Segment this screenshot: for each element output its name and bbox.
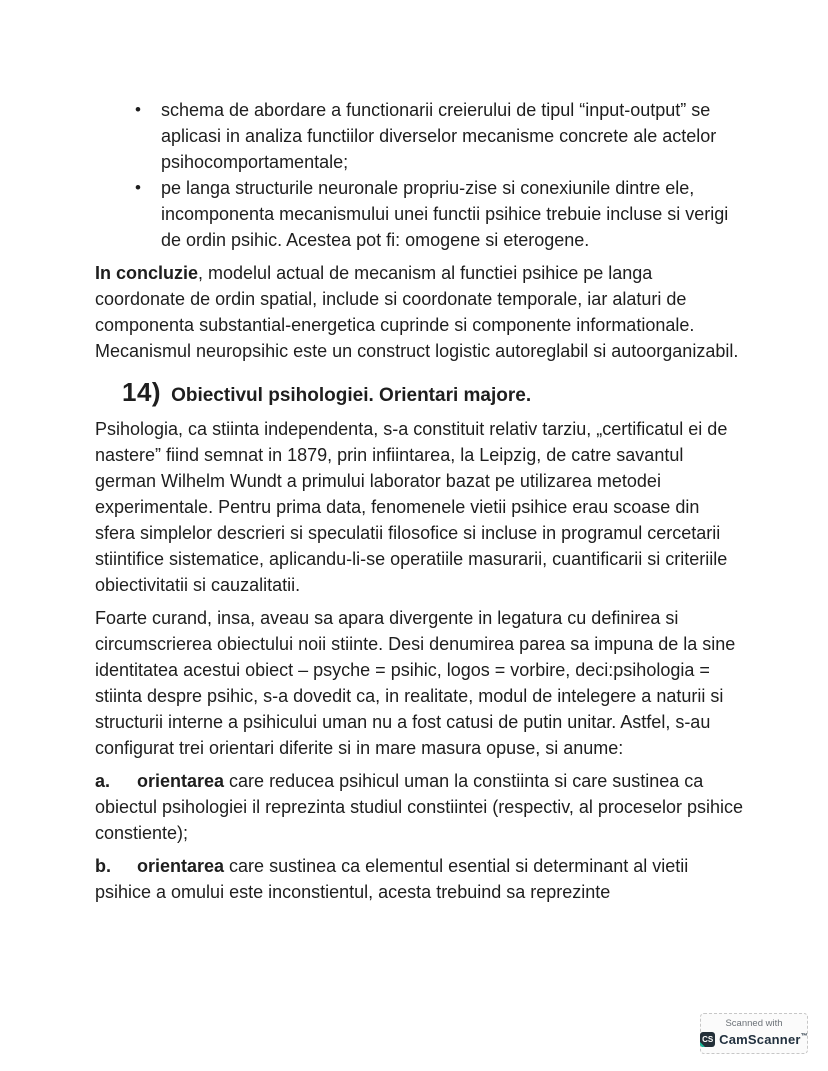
paragraph-founding: Psihologia, ca stiinta independenta, s-a constituit relativ tarziu, „certificatul ei de nastere” fiind semnat in 1879, prin infiintarea, la Leipzig, de catre savantul german Wilhelm Wundt a primului laborator bazat pe utilizarea metodei experimentale. Pentru prima data, fenomenele vietii psihice erau scoase din sfera simplelor descrieri si speculatii filosofice si incluse in programul cercetarii stiintifice sistematice, aplicandu-li-se operatiile masurarii, cuantificarii si criteriile obiectivitatii si cauzalitatii. [95, 419, 728, 595]
camscanner-logo-icon [700, 1032, 715, 1047]
camscanner-brand-text [719, 1032, 808, 1047]
camscanner-brand-row [701, 1032, 807, 1047]
camscanner-logo-letters: CS [702, 1035, 714, 1044]
bullet-item [161, 97, 743, 175]
bullet-item-text: pe langa structurile neuronale propriu-zise si conexiunile dintre ele, incomponenta mecanismului unei functii psihice trebuie incluse si verigi de ordin psihic. Acestea pot fi: omogene si eterogene. [161, 178, 729, 250]
orientation-label: b. [95, 856, 111, 876]
orientation-item-b [95, 853, 743, 905]
page-content [95, 97, 743, 912]
paragraph-divergence: Foarte curand, insa, aveau sa apara divergente in legatura cu definirea si circumscrierea obiectului noii stiinte. Desi denumirea parea sa impuna de la sine identitatea acestui obiect – psyche = psihic, logos = vorbire, deci:psihologia = stiinta despre psihic, s-a dovedit ca, in realitate, modul de intelegere a naturii si structurii interne a psihicului uman nu a fost catusi de putin unitar. Astfel, s-au configurat trei orientari diferite si in mare masura opuse, si anume: [95, 608, 736, 758]
section-title: Obiectivul psihologiei. Orientari majore. [171, 385, 532, 406]
orientation-item-a [95, 768, 743, 846]
orientation-text: care sustinea ca elementul esential si determinant al vietii psihice a omului este inconstientul, acesta trebuind sa reprezinte [95, 856, 689, 902]
scanned-with-label: Scanned with [725, 1018, 783, 1029]
orientation-lead: orientarea [137, 771, 225, 791]
bullet-item [161, 175, 743, 253]
trademark-symbol: ™ [800, 1033, 808, 1040]
section-heading [95, 376, 743, 412]
camscanner-brand-name: CamScanner [719, 1032, 801, 1047]
orientation-text: care reducea psihicul uman la constiinta si care sustinea ca obiectul psihologiei il reprezinta studiul constiintei (respectiv, al proceselor psihice constiente); [95, 771, 743, 843]
conclusion-paragraph [95, 260, 743, 364]
section-number: 14) [122, 377, 162, 407]
bullet-list [95, 97, 743, 253]
orientation-label: a. [95, 771, 111, 791]
orientation-lead: orientarea [137, 856, 225, 876]
conclusion-lead: In concluzie [95, 263, 199, 283]
camscanner-badge [700, 1013, 808, 1054]
conclusion-text: , modelul actual de mecanism al functiei psihice pe langa coordonate de ordin spatial, include si coordonate temporale, iar alaturi de componenta substantial-energetica cuprinde si componente informationale. Mecanismul neuropsihic este un construct logistic autoreglabil si autoorganizabil. [95, 263, 739, 361]
bullet-item-text: schema de abordare a functionarii creierului de tipul “input-output” se aplicasi in analiza functiilor diverselor mecanisme concrete ale actelor psihocomportamentale; [161, 100, 717, 172]
